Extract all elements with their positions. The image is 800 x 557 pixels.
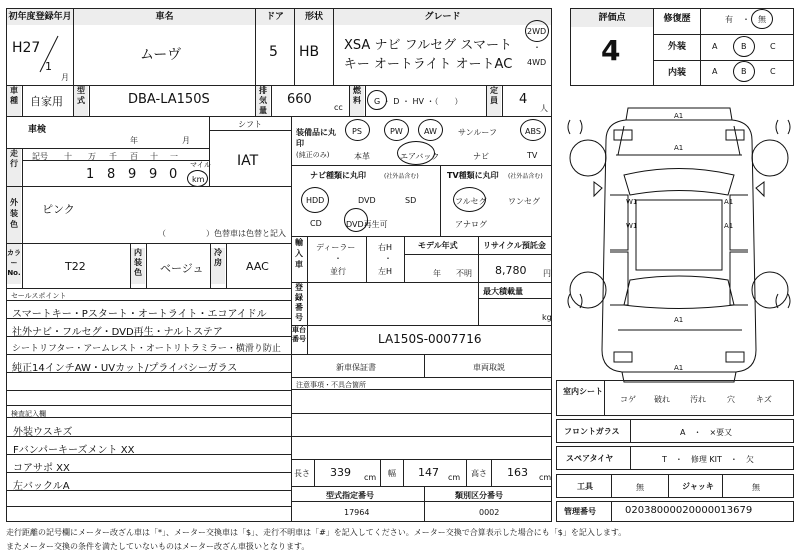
divider (22, 186, 23, 243)
rating-divider (700, 8, 701, 86)
import-lh: 左H (378, 267, 393, 276)
digit-hdr-5: 十 (150, 152, 158, 161)
dmg-mark-3: W1 (626, 198, 638, 206)
import-dealer: ディーラー (316, 243, 356, 252)
divider (291, 413, 552, 414)
class-value: 0002 (479, 508, 500, 517)
divider (271, 85, 272, 117)
divider (478, 282, 479, 326)
sales-label: セールスポイント (11, 292, 67, 300)
shaken-month: 月 (182, 136, 190, 145)
divider (478, 298, 552, 299)
equip-leather: 本革 (354, 152, 370, 161)
divider (22, 148, 23, 186)
digit-5: 0 (169, 167, 178, 182)
divider (314, 459, 315, 487)
spec-label: 型式指定番号 (326, 491, 374, 500)
divider (404, 236, 405, 283)
chassis-value: LA150S-0007716 (378, 332, 482, 346)
int-a: A (712, 67, 718, 76)
use-value: 自家用 (30, 95, 63, 108)
drive-4wd: 4WD (527, 58, 547, 67)
rating-label-interior: 内装 (667, 68, 686, 78)
dmg-mark-7: A1 (674, 316, 684, 324)
int-b: B (741, 67, 747, 76)
score-value: 4 (601, 34, 621, 67)
divider (6, 148, 209, 149)
cap-unit: 人 (540, 104, 548, 113)
repair-no-circle (751, 9, 773, 29)
int-color-label: 内装色 (131, 248, 145, 284)
divider (6, 506, 292, 507)
divider (668, 474, 669, 498)
digit-4: 9 (149, 167, 158, 182)
reg-era: H27 (12, 40, 41, 56)
color-label: 外装色 (7, 187, 21, 252)
car-name-value: ムーヴ (140, 47, 182, 63)
h-label: 高さ (471, 469, 487, 478)
equip-ps: PS (352, 127, 362, 136)
divider (478, 236, 479, 283)
divider (307, 325, 308, 355)
model-year-unknown: 不明 (456, 269, 472, 278)
mgmt-value: 02038000020000013679 (625, 505, 753, 516)
digit-2: 8 (107, 167, 116, 182)
repair-no: 無 (758, 15, 766, 24)
interior-opt-4: 穴 (727, 395, 735, 404)
divider (6, 300, 292, 301)
sales-line-4: 純正14インチAW・UVカット/プライバシーガラス (12, 363, 238, 374)
fullseg-circle (453, 187, 486, 212)
km-circle (187, 170, 208, 187)
ext-b-circle (733, 36, 755, 57)
divider (6, 417, 292, 418)
divider (380, 459, 381, 487)
drive-dot: ・ (533, 43, 541, 52)
pw-circle (384, 119, 409, 141)
color-no-label: カラーNo. (7, 248, 21, 284)
sales-line-2: 社外ナビ・フルセグ・DVD再生・ナルトステア (12, 327, 223, 338)
shift-label: シフト (238, 120, 262, 129)
shaken-year: 年 (130, 136, 138, 145)
divider (226, 243, 227, 289)
color-note: （ ）色替車は色替と記入 (158, 229, 286, 238)
navi-cd: CD (310, 219, 322, 228)
divider (722, 474, 723, 498)
inspect-label: 検査記入欄 (11, 410, 46, 418)
cap-label: 定員 (487, 86, 501, 116)
ac-value: AAC (246, 260, 269, 273)
digit-hdr-6: 一 (170, 152, 178, 161)
interior-opt-5: キズ (756, 395, 772, 404)
divider (365, 85, 366, 117)
w-unit: cm (448, 473, 461, 482)
interior-label: 室内シート (563, 387, 603, 396)
fuel-value: G ・ D ・ HV ・（ ） (374, 97, 463, 106)
unit-km: km (192, 175, 205, 184)
import-dot2: ・ (384, 254, 392, 263)
divider (89, 85, 90, 117)
ext-c: C (770, 42, 776, 51)
class-label: 類別区分番号 (455, 491, 503, 500)
navi-dvd: DVD (358, 196, 376, 205)
divider (209, 130, 292, 131)
mileage-sub: 記号 (32, 152, 48, 161)
type-label: 型式 (74, 86, 88, 116)
model-year-unit: 年 (433, 269, 441, 278)
divider (6, 390, 292, 391)
shape-value: HB (299, 44, 320, 60)
recycle-label: リサイクル預託金 (483, 241, 546, 250)
w-label: 幅 (388, 469, 396, 478)
shaken-label: 車検 (27, 125, 46, 135)
reg-date-label: 初年度登録年月 (7, 9, 73, 25)
divider (22, 85, 23, 117)
divider (440, 165, 441, 237)
w-value: 147 (418, 466, 439, 479)
fuel-label: 燃料 (350, 86, 364, 116)
color-no-value: T22 (65, 260, 86, 273)
reg-month-unit: 月 (61, 73, 69, 82)
navi-hdd: HDD (306, 196, 325, 205)
reg-month: 1 (45, 60, 52, 73)
digit-hdr-3: 千 (109, 152, 117, 161)
import-label: 輸入車 (295, 238, 303, 269)
hdd-circle (301, 187, 329, 213)
len-label: 長さ (294, 469, 310, 478)
divider (291, 436, 552, 437)
divider (6, 354, 292, 355)
divider (366, 236, 367, 283)
divider (502, 85, 503, 117)
tv-sub: (社外品含む) (508, 173, 543, 180)
chassis-label: 車台番号 (292, 326, 306, 343)
door-value: 5 (269, 44, 278, 60)
navi-sub: (社外品含む) (384, 173, 419, 180)
recycle-unit: 円 (543, 269, 551, 278)
use-label: 車種 (7, 86, 21, 116)
dmg-mark-6: A1 (724, 222, 734, 230)
digit-3: 9 (128, 167, 137, 182)
jack-label: ジャッキ (682, 482, 714, 491)
abs-circle (520, 119, 546, 141)
regno-label: 登録番号 (295, 283, 303, 322)
divider (630, 419, 631, 443)
door-label: ドア (256, 9, 294, 25)
int-c: C (770, 67, 776, 76)
equip-airbag: エアバック (400, 152, 440, 161)
divider (6, 372, 292, 373)
score-label: 評価点 (571, 9, 653, 27)
equip-tv: TV (527, 151, 538, 160)
equip-aw: AW (424, 127, 437, 136)
shift-value: IAT (237, 153, 259, 169)
divider (22, 243, 23, 289)
ext-a: A (712, 42, 718, 51)
divider (307, 236, 308, 283)
spec-value: 17964 (344, 508, 370, 517)
divider (466, 459, 467, 487)
notice-label: 注意事項・不具合箇所 (296, 381, 366, 389)
tv-label: TV種類に丸印 (447, 171, 499, 180)
tv-full: フルセグ (455, 197, 487, 206)
equip-sunroof: サンルーフ (458, 128, 497, 137)
import-parallel: 並行 (330, 267, 346, 276)
divider (6, 318, 292, 319)
grade-value: XSA ナビ フルセグ スマートキー オートライト オートAC (343, 38, 513, 72)
reg-slash (38, 34, 60, 74)
import-dot: ・ (334, 254, 342, 263)
dmg-mark-2: A1 (674, 144, 684, 152)
digit-hdr-4: 百 (130, 152, 138, 161)
divider (630, 446, 631, 470)
spare-value: T ・ 修理 KIT ・ 欠 (662, 455, 754, 464)
disp-value: 660 (287, 92, 312, 107)
disp-unit: cc (334, 103, 343, 112)
dvdplay-circle (344, 208, 368, 232)
manual-label: 車両取説 (473, 363, 505, 372)
tv-analog: アナログ (455, 220, 487, 229)
len-unit: cm (364, 473, 377, 482)
divider (604, 380, 605, 416)
divider (146, 243, 147, 289)
equip-sub: (純正のみ) (296, 151, 330, 159)
len-value: 339 (330, 466, 351, 479)
ac-label: 冷房 (211, 248, 225, 284)
int-color-value: ベージュ (160, 262, 204, 275)
ps-circle (345, 119, 370, 141)
divider (6, 490, 292, 491)
divider (291, 389, 552, 390)
dmg-mark-4: W1 (626, 222, 638, 230)
glass-label: フロントガラス (564, 427, 620, 436)
dmg-mark-5: A1 (724, 198, 734, 206)
drive-2wd: 2WD (527, 27, 547, 36)
navi-dvd-play: DVD再生可 (346, 220, 388, 229)
divider (6, 186, 292, 187)
repair-yes: 有 (725, 15, 733, 24)
rating-label-exterior: 外装 (667, 42, 686, 52)
rating-label-repair: 修復歴 (663, 14, 691, 24)
divider (6, 436, 292, 437)
shape-label: 形状 (295, 9, 333, 25)
footer-line-2: またメーター交換の条件を満たしていないものはメーター改ざん車扱いとなります。 (6, 542, 310, 551)
recycle-value: 8,780 (495, 264, 527, 277)
equip-label: 装備品に丸印 (296, 128, 336, 148)
equip-abs: ABS (525, 127, 541, 136)
type-value: DBA-LA150S (128, 92, 210, 107)
cap-value: 4 (519, 92, 528, 107)
divider (307, 282, 308, 326)
disp-label: 排気量 (256, 86, 270, 116)
model-year-label: モデル年式 (418, 241, 458, 250)
h-unit: cm (539, 473, 552, 482)
divider (611, 501, 612, 522)
color-value: ピンク (42, 203, 75, 216)
warranty-label: 新車保証書 (336, 363, 376, 372)
mgmt-label: 管理番号 (564, 507, 596, 516)
dmg-mark-1: A1 (674, 112, 684, 120)
int-b-circle (733, 61, 755, 82)
car-diagram (566, 100, 792, 386)
tools-value: 無 (636, 483, 644, 492)
footer-line-1: 走行距離の記号欄にメーター改ざん車は「*」、メーター交換車は「$」、走行不明車は「#」を記入してください。メーター交換で合算表示した場合にも「$」を記入します。 (6, 528, 627, 537)
divider (491, 459, 492, 487)
inspect-line-1: 外装ウスキズ (13, 427, 73, 438)
navi-sd: SD (405, 196, 417, 205)
car-name-label: 車名 (74, 9, 255, 25)
jack-value: 無 (752, 483, 760, 492)
spare-label: スペアタイヤ (566, 454, 614, 463)
unit-mile: マイル (190, 161, 211, 169)
digit-hdr-1: 十 (64, 152, 72, 161)
dmg-mark-8: A1 (674, 364, 684, 372)
tools-label: 工具 (577, 482, 593, 491)
interior-opt-2: 破れ (654, 395, 670, 404)
mileage-label: 走行 (7, 149, 21, 186)
digit-1: 1 (86, 167, 95, 182)
divider (6, 336, 292, 337)
digit-hdr-2: 万 (88, 152, 96, 161)
sales-line-1: スマートキー・Pスタート・オートライト・エコアイドル (12, 309, 267, 320)
rating-line-1 (653, 34, 794, 35)
sales-line-3: シートリフター・アームレスト・オートリトラミラー・横滑り防止 (12, 344, 281, 354)
divider (209, 116, 210, 186)
maxload-unit: kg (542, 313, 552, 322)
equip-pw: PW (390, 127, 403, 136)
h-value: 163 (507, 466, 528, 479)
maxload-label: 最大積載量 (483, 287, 523, 296)
aw-circle (418, 119, 443, 141)
import-rh: 右H (378, 243, 393, 252)
tv-one: ワンセグ (508, 197, 540, 206)
inspect-line-4: 左バックルA (13, 481, 70, 492)
airbag-circle (397, 141, 435, 165)
divider (611, 474, 612, 498)
divider (6, 472, 292, 473)
glass-value: A ・ ×要又 (680, 428, 733, 437)
divider (6, 454, 292, 455)
equip-navi: ナビ (473, 152, 489, 161)
ext-b: B (741, 42, 747, 51)
interior-opt-1: コゲ (620, 395, 636, 404)
divider (403, 459, 404, 487)
grade-label: グレード (334, 9, 551, 25)
repair-dot: ・ (742, 15, 750, 24)
interior-opt-3: 汚れ (690, 395, 706, 404)
inspect-line-2: Fバンパーキーズメント XX (13, 445, 135, 456)
divider (6, 243, 292, 244)
navi-label: ナビ種類に丸印 (310, 171, 366, 180)
fuel-g-circle (367, 90, 387, 110)
inspect-line-3: コアサポ XX (13, 463, 70, 474)
rating-line-2 (653, 60, 794, 61)
